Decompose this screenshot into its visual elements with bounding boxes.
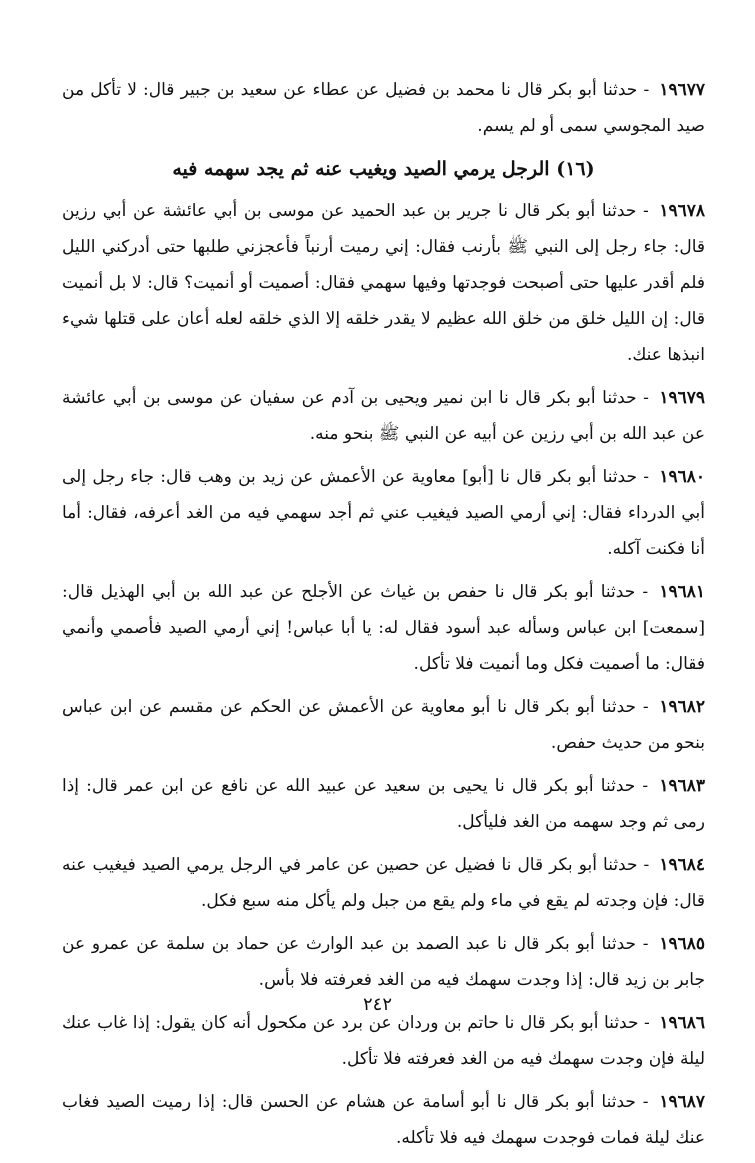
hadith-entry (62, 72, 705, 144)
hadith-entry (62, 1084, 705, 1156)
entry-text: - حدثنا أبو بكر قال نا ابن نمير ويحيى بن آدم عن سفيان عن موسى بن أبي عائشة عن عبد الله بن أبي رزين عن أبيه عن النبي ﷺ بنحو منه. (62, 388, 705, 444)
entry-number: ١٩٦٨٢ (659, 697, 705, 717)
entry-text: - حدثنا أبو بكر قال نا أبو أسامة عن هشام عن الحسن قال: إذا رميت الصيد فغاب عنك ليلة فمات فوجدت سهمك فيه فلا تأكله. (62, 1092, 705, 1148)
chapter-heading: (١٦) الرجل يرمي الصيد ويغيب عنه ثم يجد سهمه فيه (172, 158, 595, 180)
entry-text: - حدثنا أبو بكر قال نا يحيى بن سعيد عن عبيد الله عن نافع عن ابن عمر قال: إذا رمى ثم وجد سهمه من الغد فليأكل. (62, 776, 705, 832)
page-number: ٢٤٢ (362, 994, 392, 1015)
entry-number: ١٩٦٧٧ (659, 80, 705, 100)
entry-number: ١٩٦٨٦ (659, 1013, 705, 1033)
entry-text: - حدثنا أبو بكر قال نا [أبو] معاوية عن الأعمش عن زيد بن وهب قال: جاء رجل إلى أبي الدرداء فقال: إني أرمي الصيد فيغيب عني ثم أجد سهمي فيه من الغد أعرفه، فقال: أما أنا فكنت آكله. (62, 467, 705, 559)
entry-text: - حدثنا أبو بكر قال نا حاتم بن وردان عن برد عن مكحول أنه كان يقول: إذا غاب عنك ليلة فإن وجدت سهمك فيه من الغد فعرفته فلا تأكل. (62, 1013, 705, 1069)
entry-number: ١٩٦٨٧ (659, 1092, 706, 1112)
hadith-entry (62, 1005, 705, 1077)
entry-text: - حدثنا أبو بكر قال نا محمد بن فضيل عن عطاء عن سعيد بن جبير قال: لا تأكل من صيد المجوسي سمى أو لم يسم. (62, 80, 705, 136)
entry-number: ١٩٦٧٨ (659, 201, 705, 221)
entry-number: ١٩٦٨٥ (659, 934, 706, 954)
entry-number: ١٩٦٨٤ (659, 855, 706, 875)
hadith-entry (62, 459, 705, 567)
entry-text: - حدثنا أبو بكر قال نا جرير بن عبد الحميد عن موسى بن أبي عائشة عن أبي رزين قال: جاء رجل إلى النبي ﷺ بأرنب فقال: إني رميت أرنباً فأعجزني طلبها حتى أدركني الليل فلم أقدر عليها حتى أصبحت فوجدتها وفيها سهمي فقال: أصميت أو أنميت؟ قال: لا بل أنميت قال: إن الليل خلق من خلق الله عظيم لا يقدر خلقه إلا الذي خلقه لعله أعان على قتلها شيء انبذها عنك. (62, 201, 705, 365)
entry-text: - حدثنا أبو بكر قال نا فضيل عن حصين عن عامر في الرجل يرمي الصيد فيغيب عنه قال: فإن وجدته لم يقع في ماء ولم يقع من جبل ولم يأكل منه سبع فكل. (62, 855, 705, 911)
hadith-entry (62, 768, 705, 840)
hadith-entry (62, 193, 705, 373)
entry-text: - حدثنا أبو بكر قال نا عبد الصمد بن عبد الوارث عن حماد بن سلمة عن عمرو عن جابر بن زيد قال: إذا وجدت سهمك فيه من الغد فعرفته فلا بأس. (62, 934, 705, 990)
hadith-entry (62, 689, 705, 761)
hadith-entry (62, 926, 705, 998)
hadith-entry (62, 847, 705, 919)
entry-text: - حدثنا أبو بكر قال نا أبو معاوية عن الأعمش عن الحكم عن مقسم عن ابن عباس بنحو من حديث حفص. (62, 697, 705, 753)
entry-number: ١٩٦٨٠ (659, 467, 705, 487)
hadith-entry (62, 574, 705, 682)
hadith-entry (62, 380, 705, 452)
entry-text: - حدثنا أبو بكر قال نا حفص بن غياث عن الأجلح عن عبد الله بن أبي الهذيل قال: [سمعت] ابن عباس وسأله عبد أسود فقال له: يا أبا عباس! إني أرمي الصيد فأصمي وأنمي فقال: ما أصميت فكل وما أنميت فلا تأكل. (62, 582, 705, 674)
entry-number: ١٩٦٨٣ (659, 776, 705, 796)
entry-number: ١٩٦٨١ (659, 582, 706, 602)
entry-number: ١٩٦٧٩ (659, 388, 706, 408)
